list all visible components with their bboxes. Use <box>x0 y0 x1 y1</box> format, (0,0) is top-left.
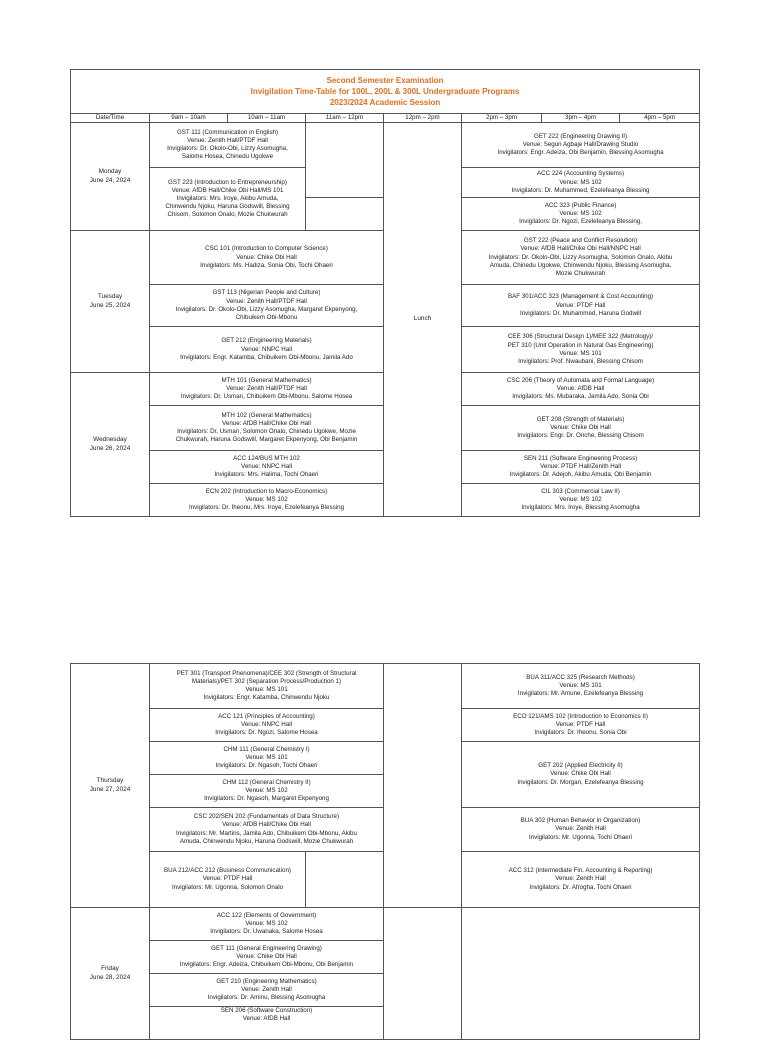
exam-course: MTH 102 (General Mathematics) <box>221 411 312 419</box>
exam-entry <box>150 285 384 327</box>
exam-invigilators: Chibuikem Obi-Mbonu <box>235 313 298 321</box>
day-monday <box>71 123 150 231</box>
exam-invigilators: Invigilators: Mr. Martins, Jamila Ado, Chibuikem Obi-Mbonu, Akibu <box>176 829 357 837</box>
exam-course: GET 202 (Applied Electricity II) <box>538 762 623 770</box>
exam-entry <box>150 908 384 941</box>
exam-venue: Venue: PTDF Hall <box>555 720 606 728</box>
exam-course: GET 212 (Engineering Materials) <box>221 337 312 345</box>
lunch-column <box>384 908 462 1040</box>
lunch-column <box>384 664 462 908</box>
exam-course: ECN 202 (Introduction to Macro-Economics) <box>205 487 328 495</box>
exam-entry <box>462 168 700 198</box>
exam-course: PET 310 (Unit Operation in Natural Gas Engineering) <box>507 341 654 349</box>
exam-entry <box>462 285 700 327</box>
day-date: June 25, 2024 <box>89 301 131 309</box>
exam-course: ACC 121 (Principles of Accounting) <box>218 712 315 720</box>
exam-course: GET 210 (Engineering Mathematics) <box>216 977 317 985</box>
exam-venue: Venue: Zenith Hall <box>241 985 292 993</box>
day-date: June 27, 2024 <box>89 785 131 793</box>
exam-course: ACC 124/BUS MTH 102 <box>233 454 300 462</box>
exam-entry <box>150 808 384 852</box>
exam-invigilators: Invigilators: Dr. Ngozi, Ezelefeanya Blessing, <box>519 218 642 226</box>
exam-venue: Venue: MS 102 <box>245 786 288 794</box>
day-name: Friday <box>101 965 119 973</box>
exam-course: GST 223 (Introduction to Entrepreneurship) <box>168 178 287 186</box>
exam-entry <box>462 373 700 406</box>
header-2pm: 2pm – 3pm <box>462 114 542 123</box>
exam-entry <box>150 941 384 974</box>
exam-course: CSC 202/SEN 202 (Fundamentals of Data Structure) <box>193 813 340 821</box>
exam-course: ACC 323 (Public Finance) <box>544 201 617 209</box>
exam-invigilators: Amuda, Chinwendu Njoku, Haruna Godswill, Mozie Chukwurah <box>179 837 354 845</box>
title-line-3: 2023/2024 Academic Session <box>329 98 441 108</box>
exam-course: BUA 311/ACC 325 (Research Methods) <box>526 673 635 681</box>
exam-invigilators: Invigilators: Dr. Ngasoh, Tochi Ohaeri <box>215 762 318 770</box>
exam-course: GET 111 (General Engineering Drawing) <box>211 944 322 952</box>
exam-invigilators: Invigilators: Dr. Morgan, Ezelefeanya Blessing <box>517 778 644 786</box>
exam-venue: Venue: Segun Agbaje Hall/Drawing Studio <box>522 141 639 149</box>
exam-entry <box>150 775 384 808</box>
exam-invigilators: Invigilators: Dr. Usman, Chibuikem Obi-Mbonu, Salome Hosea <box>180 393 353 401</box>
exam-course: SEN 211 (Software Engineering Process) <box>523 454 638 462</box>
exam-invigilators: Invigilators: Engr. Dr. Onche, Blessing Chisom <box>517 432 644 440</box>
day-name: Monday <box>98 168 122 176</box>
timetable-page-2 <box>70 663 700 1040</box>
exam-invigilators: Invigilators: Ms. Hadiza, Sonia Obi, Tochi Ohaeri <box>200 261 333 269</box>
exam-invigilators: Invigilators: Dr. Aminu, Blessing Asomugha <box>207 994 326 1002</box>
exam-course: Materials)/PET 302 (Separation Process/Production 1) <box>191 677 342 685</box>
exam-course: GST 111 (Communication in English) <box>176 128 279 136</box>
day-date: June 24, 2024 <box>89 176 131 184</box>
exam-venue: Venue: AfDB Hall <box>242 1015 291 1023</box>
exam-invigilators: Invigilators: Dr. Iheonu, Mrs. Iroye, Ezelefeanya Blessing <box>188 504 345 512</box>
day-tuesday <box>71 231 150 373</box>
exam-venue: Venue: MS 102 <box>559 210 602 218</box>
exam-venue: Venue: NNPC Hall <box>241 720 292 728</box>
exam-venue: Venue: MS 102 <box>559 178 602 186</box>
exam-entry <box>150 231 384 285</box>
exam-invigilators: Invigilators: Dr. Muhammed, Haruna Godwill <box>520 309 642 317</box>
exam-invigilators: Invigilators: Mr. Amune, Ezelefeanya Blessing <box>517 690 644 698</box>
exam-course: CEE 306 (Structural Design 1)/MEE 322 (Metrology)/ <box>507 333 654 341</box>
exam-entry <box>462 123 700 168</box>
exam-entry <box>150 1007 384 1040</box>
exam-invigilators: Chisom, Solomon Onalo, Mozie Chukwurah <box>167 211 288 219</box>
exam-course: ECO 121/AMS 102 (Introduction to Economics II) <box>513 712 648 720</box>
empty-slot <box>462 908 700 1040</box>
exam-invigilators: Invigilators: Dr. Uwanaka, Salome Hosea <box>210 928 323 936</box>
exam-course: GET 222 (Engineering Drawing II) <box>533 132 628 140</box>
exam-venue: Venue: MS 101 <box>559 349 602 357</box>
header-11am: 11am – 12pm <box>306 114 384 123</box>
exam-entry <box>150 852 306 908</box>
exam-entry <box>462 852 700 908</box>
exam-venue: Venue: AfDB Hall/Chike Obi Hall/NNPC Hall <box>520 245 641 253</box>
exam-entry <box>150 123 306 168</box>
exam-invigilators: Invigilators: Dr. Iheonu, Sonia Obi <box>534 729 627 737</box>
exam-entry <box>150 373 384 406</box>
exam-venue: Venue: Zenith Hall/PTDF Hall <box>187 137 268 144</box>
exam-entry <box>150 168 306 231</box>
exam-entry <box>462 231 700 285</box>
exam-venue: Venue: MS 102 <box>245 919 288 927</box>
exam-invigilators: Invigilators: Dr. Afrogha, Tochi Ohaeri <box>529 883 632 891</box>
exam-venue: Venue: MS 102 <box>559 496 602 504</box>
exam-venue: Venue: AfDB Hall/Chike Obi Hall <box>222 420 311 427</box>
day-date: June 26, 2024 <box>89 444 131 452</box>
day-thursday <box>71 664 150 908</box>
exam-venue: Venue: MS 101 <box>559 681 602 689</box>
exam-venue: Venue: AfDB Hall/Chike Obi Hall <box>222 821 311 829</box>
exam-invigilators: Invigilators: Dr. Okolo-Obi, Lizzy Asomugha, Solomon Onalo, Akibu <box>488 253 673 261</box>
exam-entry <box>462 198 700 231</box>
exam-invigilators: Chukwurah, Haruna Godswill, Margaret Ekpenyong, Obi Benjamin <box>175 436 358 444</box>
exam-invigilators: Invigilators: Dr. Adejoh, Akibu Amuda, Obi Benjamin <box>509 471 652 479</box>
exam-course: GST 113 (Nigerian People and Culture) <box>212 289 321 297</box>
exam-venue: Venue: PTDF Hall/Zenith Hall <box>540 463 621 471</box>
timetable-page-1 <box>70 69 700 517</box>
exam-course: ACC 312 (Intermediate Fin. Accounting & Reporting) <box>508 867 653 875</box>
day-friday <box>71 908 150 1040</box>
exam-venue: Venue: NNPC Hall <box>241 463 292 471</box>
exam-venue: Venue: Zenith Hall <box>555 875 606 883</box>
exam-course: MTH 101 (General Mathematics) <box>221 376 312 384</box>
exam-entry <box>462 451 700 484</box>
exam-invigilators: Invigilators: Engr. Katamba, Chinwendu Njoku <box>203 694 330 702</box>
exam-venue: Venue: AfDB Hall <box>556 385 605 393</box>
exam-invigilators: Invigilators: Prof. Nwaubani, Blessing Chisom <box>518 357 643 365</box>
exam-course: BUA 302 (Human Behavior in Organization) <box>520 817 641 825</box>
exam-course: ACC 224 (Accounting Systems) <box>537 170 625 178</box>
exam-venue: Venue: PTDF Hall <box>202 875 253 883</box>
exam-course: GET 208 (Strength of Materials) <box>536 415 625 423</box>
exam-invigilators: Invigilators: Mr. Ugonna, Tochi Ohaeri <box>528 833 633 841</box>
exam-venue: Venue: Zenith Hall/PTDF Hall <box>226 385 307 393</box>
exam-invigilators: Chinwendu Njoku, Haruna Godswill, Blessing <box>165 203 290 211</box>
header-10am: 10am – 11am <box>228 114 306 123</box>
exam-venue: Venue: AfDB Hall/Chike Obi Hall/MS 101 <box>171 186 284 194</box>
exam-invigilators: Invigilators: Dr. Muhammed, Ezelefeanya Blessing <box>511 186 650 194</box>
exam-invigilators: Invigilators: Dr. Okolo-Obi, Lizzy Asomugha, Margaret Ekpenyong, <box>175 305 358 313</box>
exam-venue: Venue: Zenith Hall <box>555 825 606 833</box>
exam-invigilators: Invigilators: Mrs. Halima, Tochi Ohaeri <box>214 471 319 479</box>
exam-invigilators: Invigilators: Engr. Adeiza, Obi Benjamin, Blessing Asomugha <box>497 149 664 157</box>
exam-venue: Venue: NNPC Hall <box>241 345 292 353</box>
exam-course: BUA 212/ACC 212 (Business Communication) <box>164 867 291 875</box>
exam-venue: Venue: MS 101 <box>245 686 288 693</box>
exam-course: PET 301 (Transport Phenomena)/CEE 302 (Strength of Structural <box>176 669 357 677</box>
exam-venue: Venue: Chike Obi Hall <box>236 253 297 261</box>
exam-venue: Venue: Chike Obi Hall <box>236 952 297 960</box>
exam-course: CSC 101 (Introduction to Computer Science) <box>205 245 328 253</box>
exam-invigilators: Mozie Chukwurah <box>555 269 606 277</box>
exam-invigilators: Invigilators: Mrs. Iroye, Akibu Amuda, <box>176 195 279 203</box>
exam-invigilators: Invigilators: Dr. Usman, Solomon Onalo, Chinedu Ugokwe, Mozie <box>177 428 356 436</box>
exam-entry <box>462 808 700 852</box>
exam-invigilators: Invigilators: Dr. Ngasoh, Margaret Ekpenyong <box>204 795 329 803</box>
exam-entry <box>150 484 384 517</box>
exam-venue: Venue: MS 102 <box>245 496 288 504</box>
exam-invigilators: Invigilators: Ms. Mubaraka, Jamila Ado, Sonia Obi <box>512 393 649 401</box>
header-3pm: 3pm – 4pm <box>542 114 620 123</box>
exam-entry <box>150 742 384 775</box>
exam-course: CSC 206 (Theory of Automata and Formal Language) <box>506 376 655 384</box>
exam-venue: Venue: Chike Obi Hall <box>550 424 611 432</box>
exam-course: BAF 301/ACC 323 (Management & Cost Accounting) <box>507 293 654 301</box>
empty-slot <box>306 123 384 198</box>
exam-invigilators: Invigilators: Mr. Ugonna, Solomon Onalo <box>171 883 284 891</box>
exam-entry <box>462 709 700 742</box>
exam-entry <box>150 451 384 484</box>
exam-course: SEN 206 (Software Construction) <box>220 1007 313 1014</box>
exam-invigilators: Invigilators: Engr. Adeiza, Chibuikem Obi-Mbonu, Obi Benjamin <box>179 961 354 969</box>
title-line-1: Second Semester Examination <box>326 75 444 85</box>
exam-entry <box>462 406 700 451</box>
lunch-break: Lunch <box>384 123 462 517</box>
exam-course: CIL 303 (Commercial Law II) <box>541 487 620 495</box>
exam-entry <box>150 327 384 373</box>
day-name: Wednesday <box>93 436 127 444</box>
exam-entry <box>150 664 384 709</box>
header-4pm: 4pm – 5pm <box>620 114 700 123</box>
header-date-time: Date/Time <box>71 114 150 123</box>
exam-course: CHM 112 (General Chemistry II) <box>222 778 311 786</box>
exam-invigilators: Salome Hosea, Chinedu Ugokwe <box>181 153 274 161</box>
exam-course: GST 222 (Peace and Conflict Resolution) <box>523 237 638 245</box>
day-wednesday <box>71 373 150 517</box>
title-line-2: Invigilation Time-Table for 100L, 200L & 300L Undergraduate Programs <box>250 86 520 96</box>
exam-invigilators: Invigilators: Dr. Ngozi, Salome Hosea <box>215 729 318 737</box>
exam-course: CHM 111 (General Chemistry I) <box>223 745 310 753</box>
exam-entry <box>150 406 384 451</box>
exam-venue: Venue: Zenith Hall/PTDF Hall <box>226 297 307 305</box>
document-title <box>71 70 700 114</box>
exam-entry <box>462 327 700 373</box>
header-row <box>71 114 700 123</box>
exam-entry <box>462 484 700 517</box>
day-date: June 28, 2024 <box>89 973 131 981</box>
exam-invigilators: Invigilators: Mrs. Iroye, Blessing Asomugha <box>521 504 640 512</box>
exam-venue: Venue: MS 101 <box>245 753 288 761</box>
exam-course: ACC 122 (Elements of Government) <box>216 911 317 919</box>
exam-entry <box>150 709 384 742</box>
exam-entry <box>462 742 700 808</box>
day-name: Thursday <box>96 777 124 785</box>
exam-entry <box>462 664 700 709</box>
header-9am: 9am – 10am <box>150 114 228 123</box>
empty-slot <box>306 198 384 231</box>
day-name: Tuesday <box>97 293 123 301</box>
empty-slot <box>306 852 384 908</box>
exam-venue: Venue: PTDF Hall <box>555 301 606 309</box>
exam-invigilators: Invigilators: Engr. Katamba, Chibuikem Obi-Mbonu, Jamila Ado <box>180 353 353 361</box>
header-12pm: 12pm – 2pm <box>384 114 462 123</box>
exam-entry <box>150 974 384 1007</box>
exam-invigilators: Amuda, Chinedu Ugokwe, Chinwendu Njoku, Blessing Asomugha, <box>489 261 672 269</box>
exam-venue: Venue: Chike Obi Hall <box>550 770 611 778</box>
exam-invigilators: Invigilators: Dr. Okolo-Obi, Lizzy Asomugha, <box>167 145 288 153</box>
